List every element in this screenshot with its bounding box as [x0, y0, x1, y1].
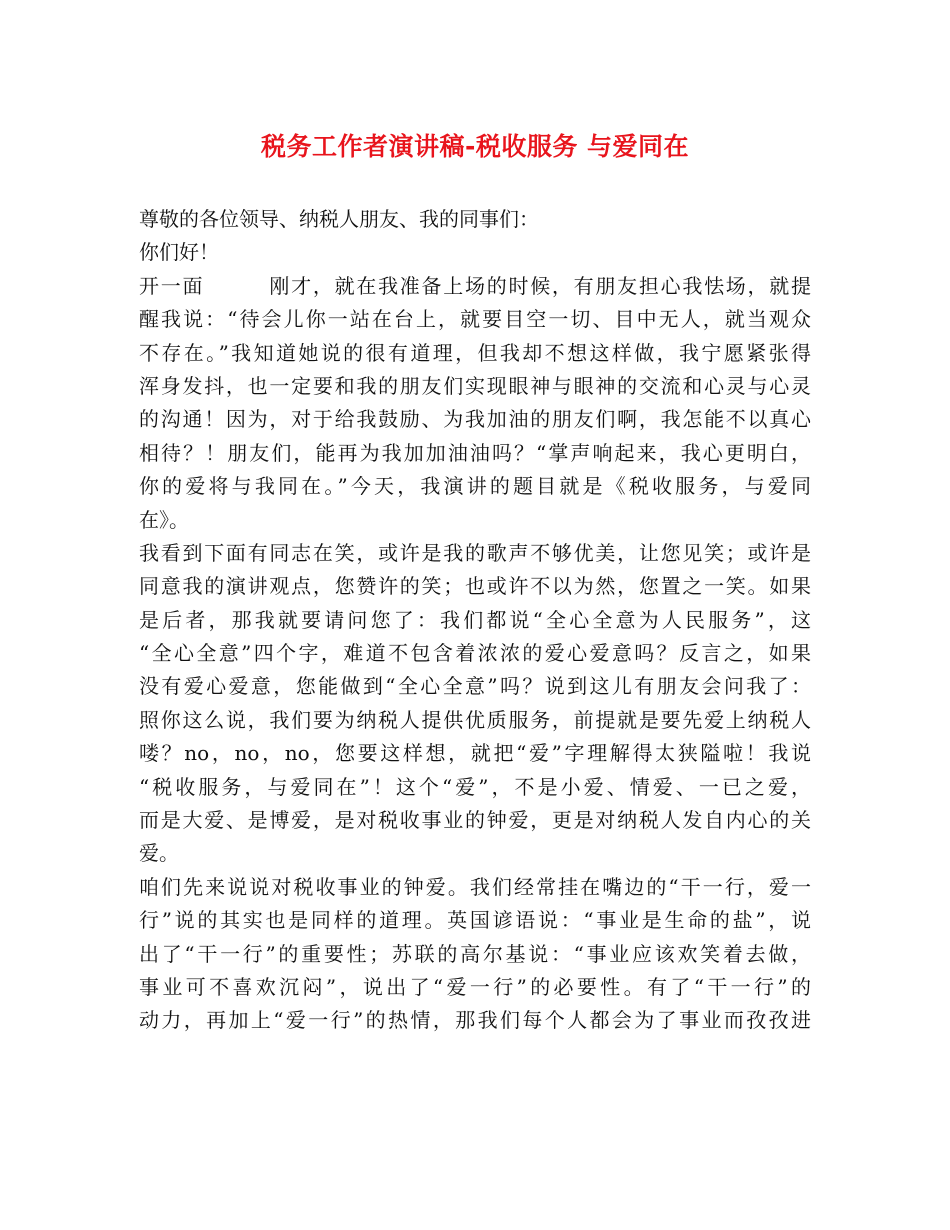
body-line: 行”说的其实也是同样的道理。英国谚语说：“事业是生命的盐”，说 — [139, 908, 811, 933]
body-line: 没有爱心爱意，您能做到“全心全意”吗？说到这儿有朋友会问我了： — [139, 674, 811, 699]
body-line: 开一面 刚才，就在我准备上场的时候，有朋友担心我怯场，就提 — [139, 273, 811, 298]
body-line: 浑身发抖，也一定要和我的朋友们实现眼神与眼神的交流和心灵与心灵 — [139, 373, 811, 398]
body-line: 照你这么说，我们要为纳税人提供优质服务，前提就是要先爱上纳税人 — [139, 707, 811, 732]
body-line: 醒我说：“待会儿你一站在台上，就要目空一切、目中无人，就当观众 — [139, 307, 811, 332]
body-line: “全心全意”四个字，难道不包含着浓浓的爱心爱意吗？反言之，如果 — [139, 641, 811, 666]
body-line: 你们好！ — [139, 240, 219, 265]
body-line: 尊敬的各位领导、纳税人朋友、我的同事们： — [139, 207, 539, 231]
body-line: “税收服务，与爱同在”！这个“爱”，不是小爱、情爱、一已之爱， — [139, 774, 811, 799]
body-line: 的沟通！因为，对于给我鼓励、为我加油的朋友们啊，我怎能不以真心 — [139, 407, 811, 432]
body-line: 动力，再加上“爱一行”的热情，那我们每个人都会为了事业而孜孜进 — [139, 1008, 811, 1033]
body-line: 而是大爱、是博爱，是对税收事业的钟爱，更是对纳税人发自内心的关 — [139, 808, 811, 833]
document-title: 税务工作者演讲稿-税收服务 与爱同在 — [260, 132, 690, 161]
body-line: 在》。 — [139, 507, 189, 532]
document-body — [139, 203, 811, 1038]
body-line: 出了“干一行”的重要性；苏联的高尔基说：“事业应该欢笑着去做， — [139, 941, 811, 966]
body-line: 是后者，那我就要请问您了：我们都说“全心全意为人民服务”，这 — [139, 607, 811, 632]
body-line: 相待？！朋友们，能再为我加加油油吗？“掌声响起来，我心更明白， — [139, 440, 811, 465]
body-line: 不存在。”我知道她说的很有道理，但我却不想这样做，我宁愿紧张得 — [139, 340, 811, 365]
body-line: 同意我的演讲观点，您赞许的笑；也或许不以为然，您置之一笑。如果 — [139, 574, 811, 599]
body-line: 爱。 — [139, 841, 179, 866]
body-line: 咱们先来说说对税收事业的钟爱。我们经常挂在嘴边的“干一行，爱一 — [139, 874, 811, 899]
body-line: 事业可不喜欢沉闷”，说出了“爱一行”的必要性。有了“干一行”的 — [139, 974, 811, 999]
body-line: 我看到下面有同志在笑，或许是我的歌声不够优美，让您见笑；或许是 — [139, 540, 811, 565]
body-line: 你的爱将与我同在。”今天，我演讲的题目就是《税收服务，与爱同 — [139, 474, 811, 499]
body-line: 喽？no，no，no，您要这样想，就把“爱”字理解得太狭隘啦！我说 — [139, 741, 811, 766]
